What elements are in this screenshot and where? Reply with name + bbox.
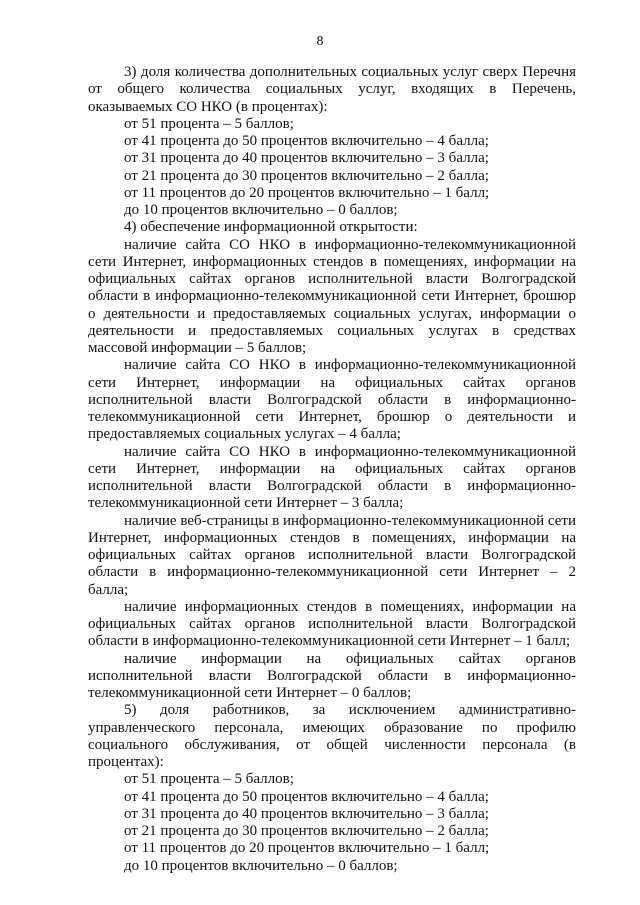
paragraph: наличие сайта СО НКО в информационно-телекоммуникационной сети Интернет, информации на официальных сайтах органов исполнительной власти Волгоградской области в информационно-телекоммуникационной сети Интернет – 3 балла; (88, 443, 576, 512)
paragraph: от 51 процента – 5 баллов; (124, 771, 294, 788)
paragraph: от 41 процента до 50 процентов включительно – 4 балла; (124, 788, 489, 805)
paragraph: от 21 процента до 30 процентов включительно – 2 балла; (124, 167, 489, 184)
paragraph: 5) доля работников, за исключением административно-управленческого персонала, имеющих образование по профилю социального обслуживания, от общей численности персонала (в процентах): (88, 702, 576, 770)
paragraph: наличие информационных стендов в помещениях, информации на официальных сайтах органов исполнительной власти Волгоградской области в информационно-телекоммуникационной сети Интернет – 1 балл; (88, 598, 576, 650)
paragraph: наличие сайта СО НКО в информационно-телекоммуникационной сети Интернет, информации на официальных сайтах органов исполнительной власти Волгоградской области в информационно-телекоммуникационной сети Интернет, брошюр о деятельности и предоставляемых социальных услугах – 4 балла; (88, 357, 576, 443)
paragraph: до 10 процентов включительно – 0 баллов; (124, 202, 398, 218)
paragraph: от 11 процентов до 20 процентов включительно – 1 балл; (124, 184, 490, 201)
paragraph: наличие сайта СО НКО в информационно-телекоммуникационной сети Интернет, информационных стендов в помещениях, информации на официальных сайтах органов исполнительной власти Волгоградской области в информационно-телекоммуникационной сети Интернет, брошюр о деятельности и предоставляемых социальных услугах, информации о деятельности и предоставляемых социальных услугах в средствах массовой информации – 5 баллов; (88, 236, 576, 356)
paragraph: от 31 процента до 40 процентов включительно – 3 балла; (124, 805, 489, 822)
paragraph: 3) доля количества дополнительных социальных услуг сверх Перечня от общего количества социальных услуг, входящих в Перечень, оказываемых СО НКО (в процентах): (88, 64, 576, 115)
paragraph: до 10 процентов включительно – 0 баллов; (124, 857, 398, 874)
paragraph: наличие информации на официальных сайтах органов исполнительной власти Волгоградской области в информационно-телекоммуникационной сети Интернет – 0 баллов; (88, 650, 576, 701)
page-number: 8 (316, 34, 324, 49)
paragraph: наличие веб-страницы в информационно-телекоммуникационной сети Интернет, информационных стендов в помещениях, информации на официальных сайтах органов исполнительной власти Волгоградской области в информационно-телекоммуникационной сети Интернет – 2 балла; (88, 512, 576, 598)
paragraph: от 21 процента до 30 процентов включительно – 2 балла; (124, 823, 489, 839)
document-body (88, 64, 576, 875)
paragraph: от 41 процента до 50 процентов включительно – 4 балла; (124, 133, 489, 149)
paragraph: от 51 процента – 5 баллов; (124, 115, 294, 132)
paragraph: от 31 процента до 40 процентов включительно – 3 балла; (124, 150, 489, 167)
paragraph: 4) обеспечение информационной открытости: (124, 219, 418, 236)
paragraph: от 11 процентов до 20 процентов включительно – 1 балл; (124, 840, 490, 857)
